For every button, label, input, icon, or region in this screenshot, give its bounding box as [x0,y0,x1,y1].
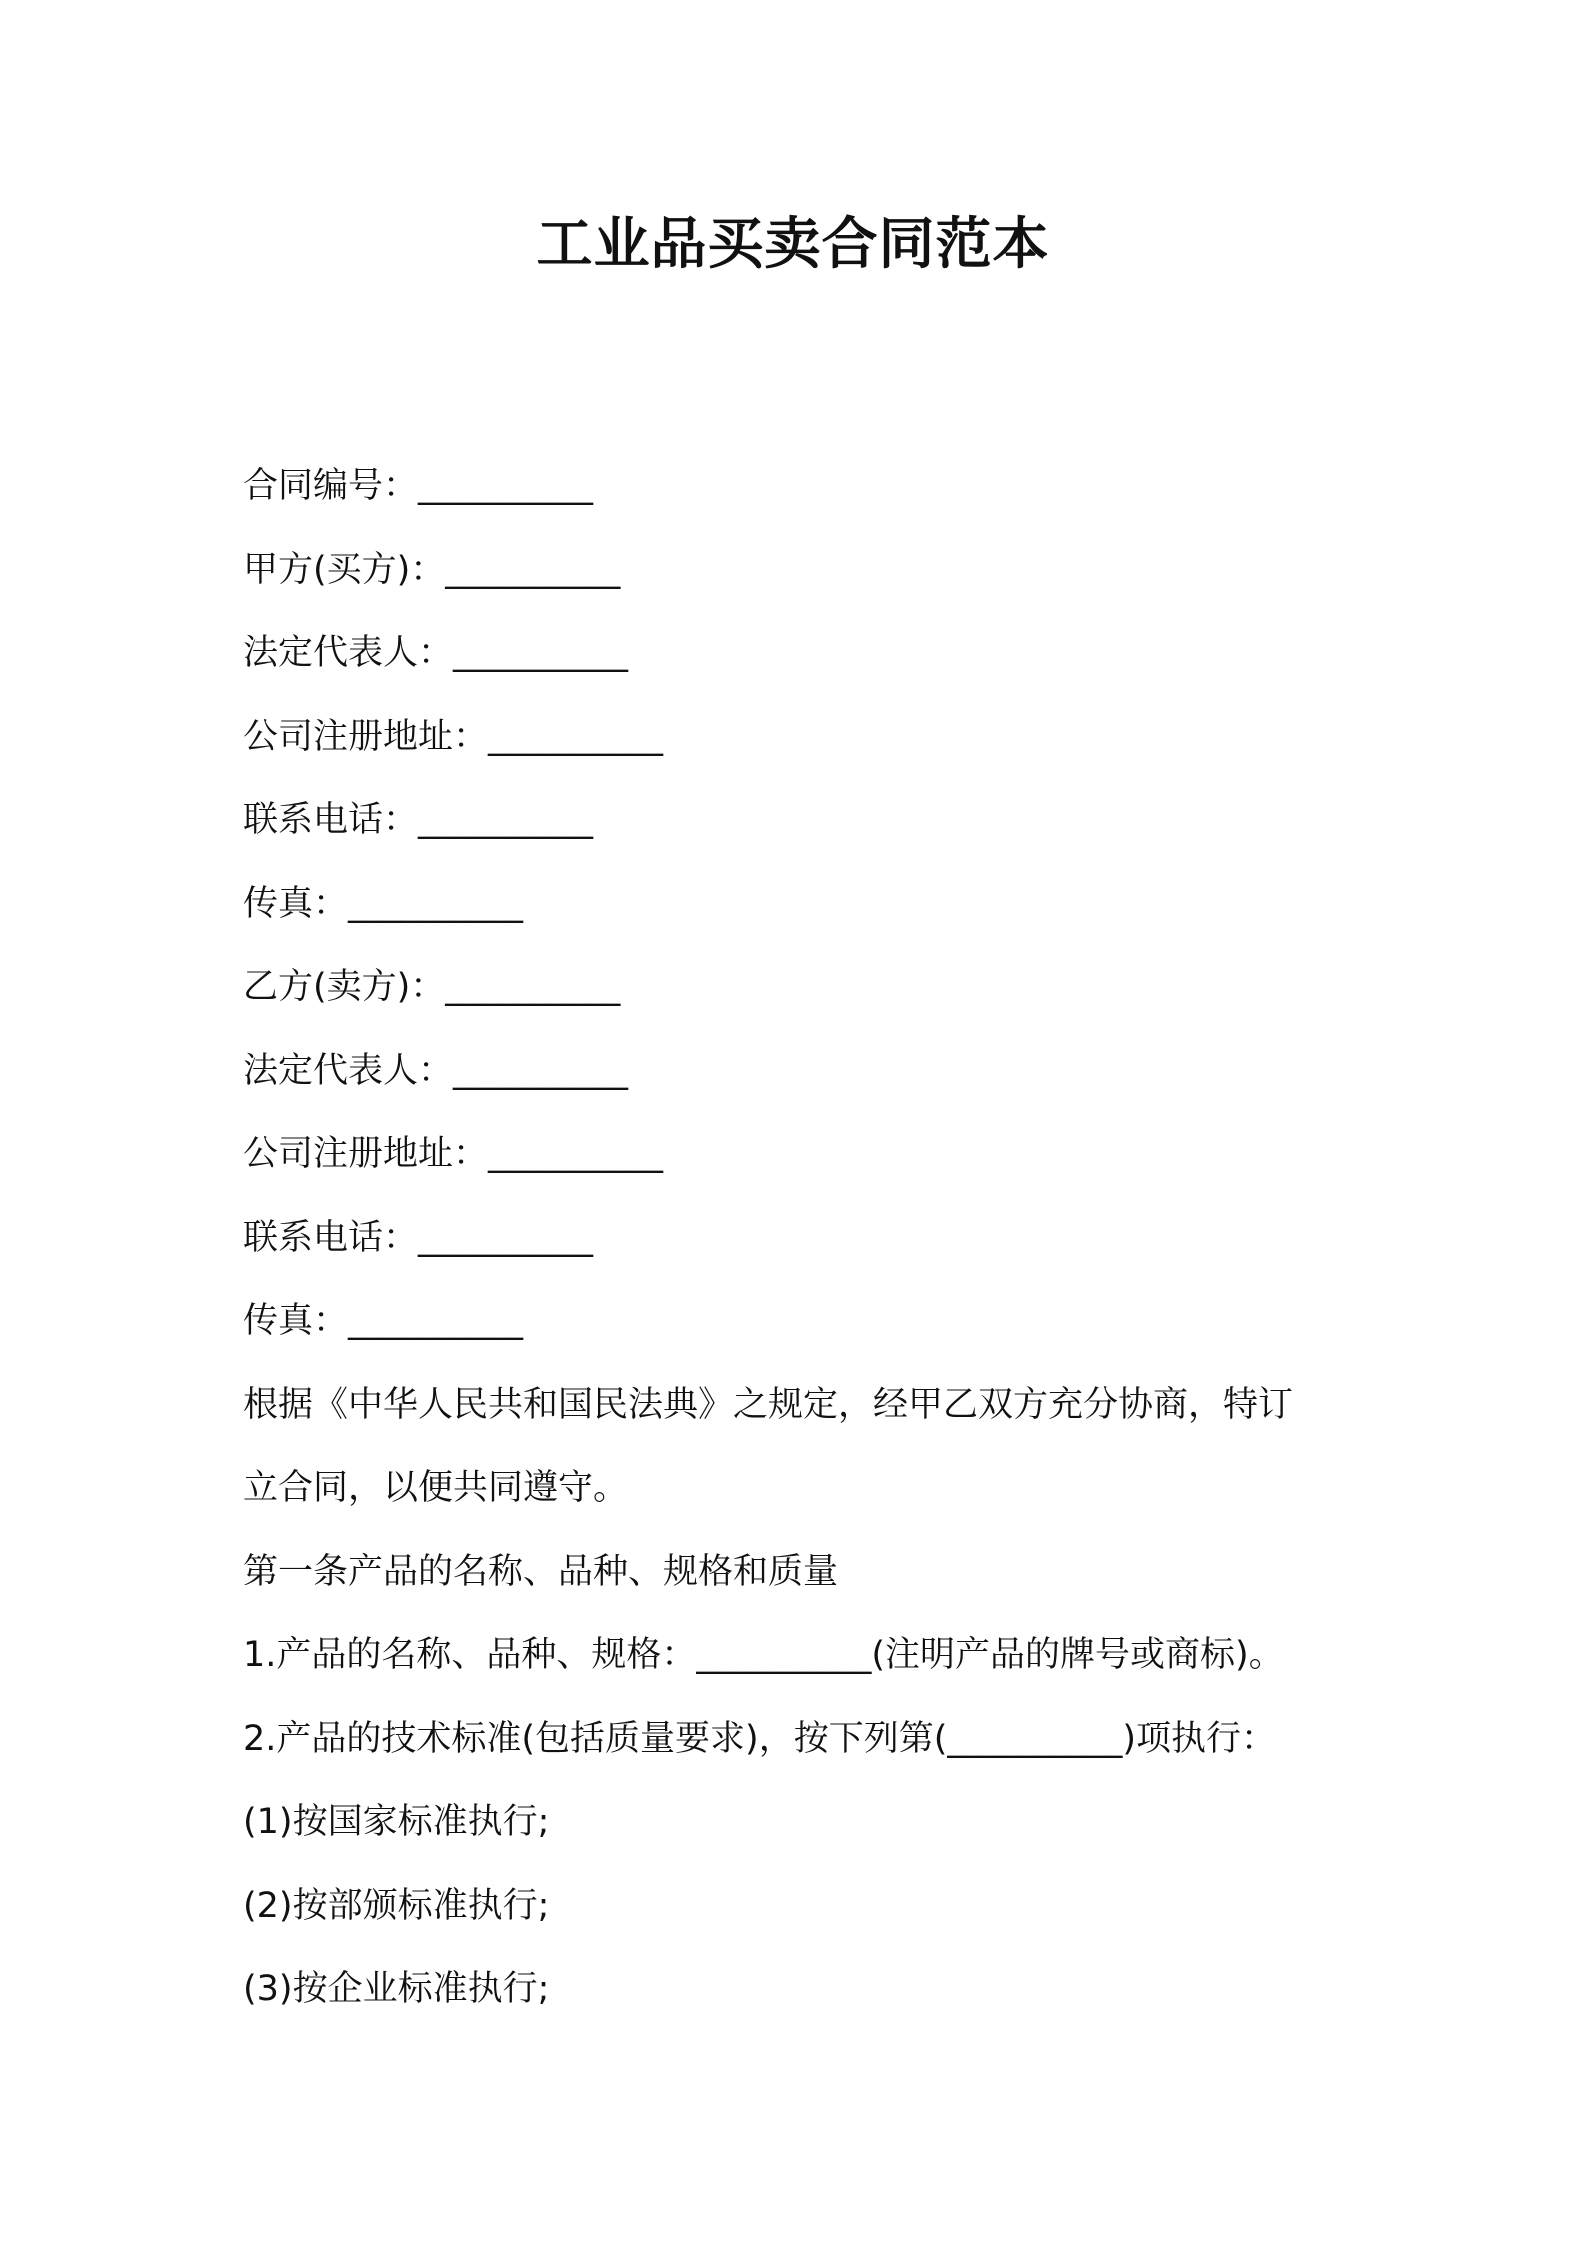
option-2: (2)按部颁标准执行; [243,1885,550,1926]
clause-1-2: 2.产品的技术标准(包括质量要求)，按下列第(__________)项执行： [243,1718,1277,1759]
preamble-line-2: 立合同，以便共同遵守。 [243,1468,629,1508]
party-a-fax-line: 传真：__________ [243,883,524,924]
party-a-address-line: 公司注册地址：__________ [243,716,664,757]
party-b-fax-line: 传真：__________ [243,1301,524,1341]
option-1: (1)按国家标准执行; [243,1802,550,1842]
clause-1-1: 1.产品的名称、品种、规格：__________(注明产品的牌号或商标)。 [243,1635,1284,1675]
party-b-address-line: 公司注册地址：__________ [243,1134,664,1174]
document-body [243,445,1363,2032]
party-b-legal-rep-line: 法定代表人：__________ [243,1050,629,1091]
preamble-line-1: 根据《中华人民共和国民法典》之规定，经甲乙双方充分协商，特订 [243,1384,1294,1425]
party-b-line: 乙方(卖方)：__________ [243,967,621,1007]
document-title: 工业品买卖合同范本 [536,212,1050,277]
party-a-line: 甲方(买方)：__________ [243,549,621,590]
contract-number-line: 合同编号：__________ [243,466,594,506]
party-a-phone-line: 联系电话：__________ [243,800,594,840]
article-1-heading: 第一条产品的名称、品种、规格和质量 [243,1551,839,1592]
party-a-legal-rep-line: 法定代表人：__________ [243,633,629,673]
party-b-phone-line: 联系电话：__________ [243,1217,594,1258]
option-3: (3)按企业标准执行; [243,1969,550,2009]
